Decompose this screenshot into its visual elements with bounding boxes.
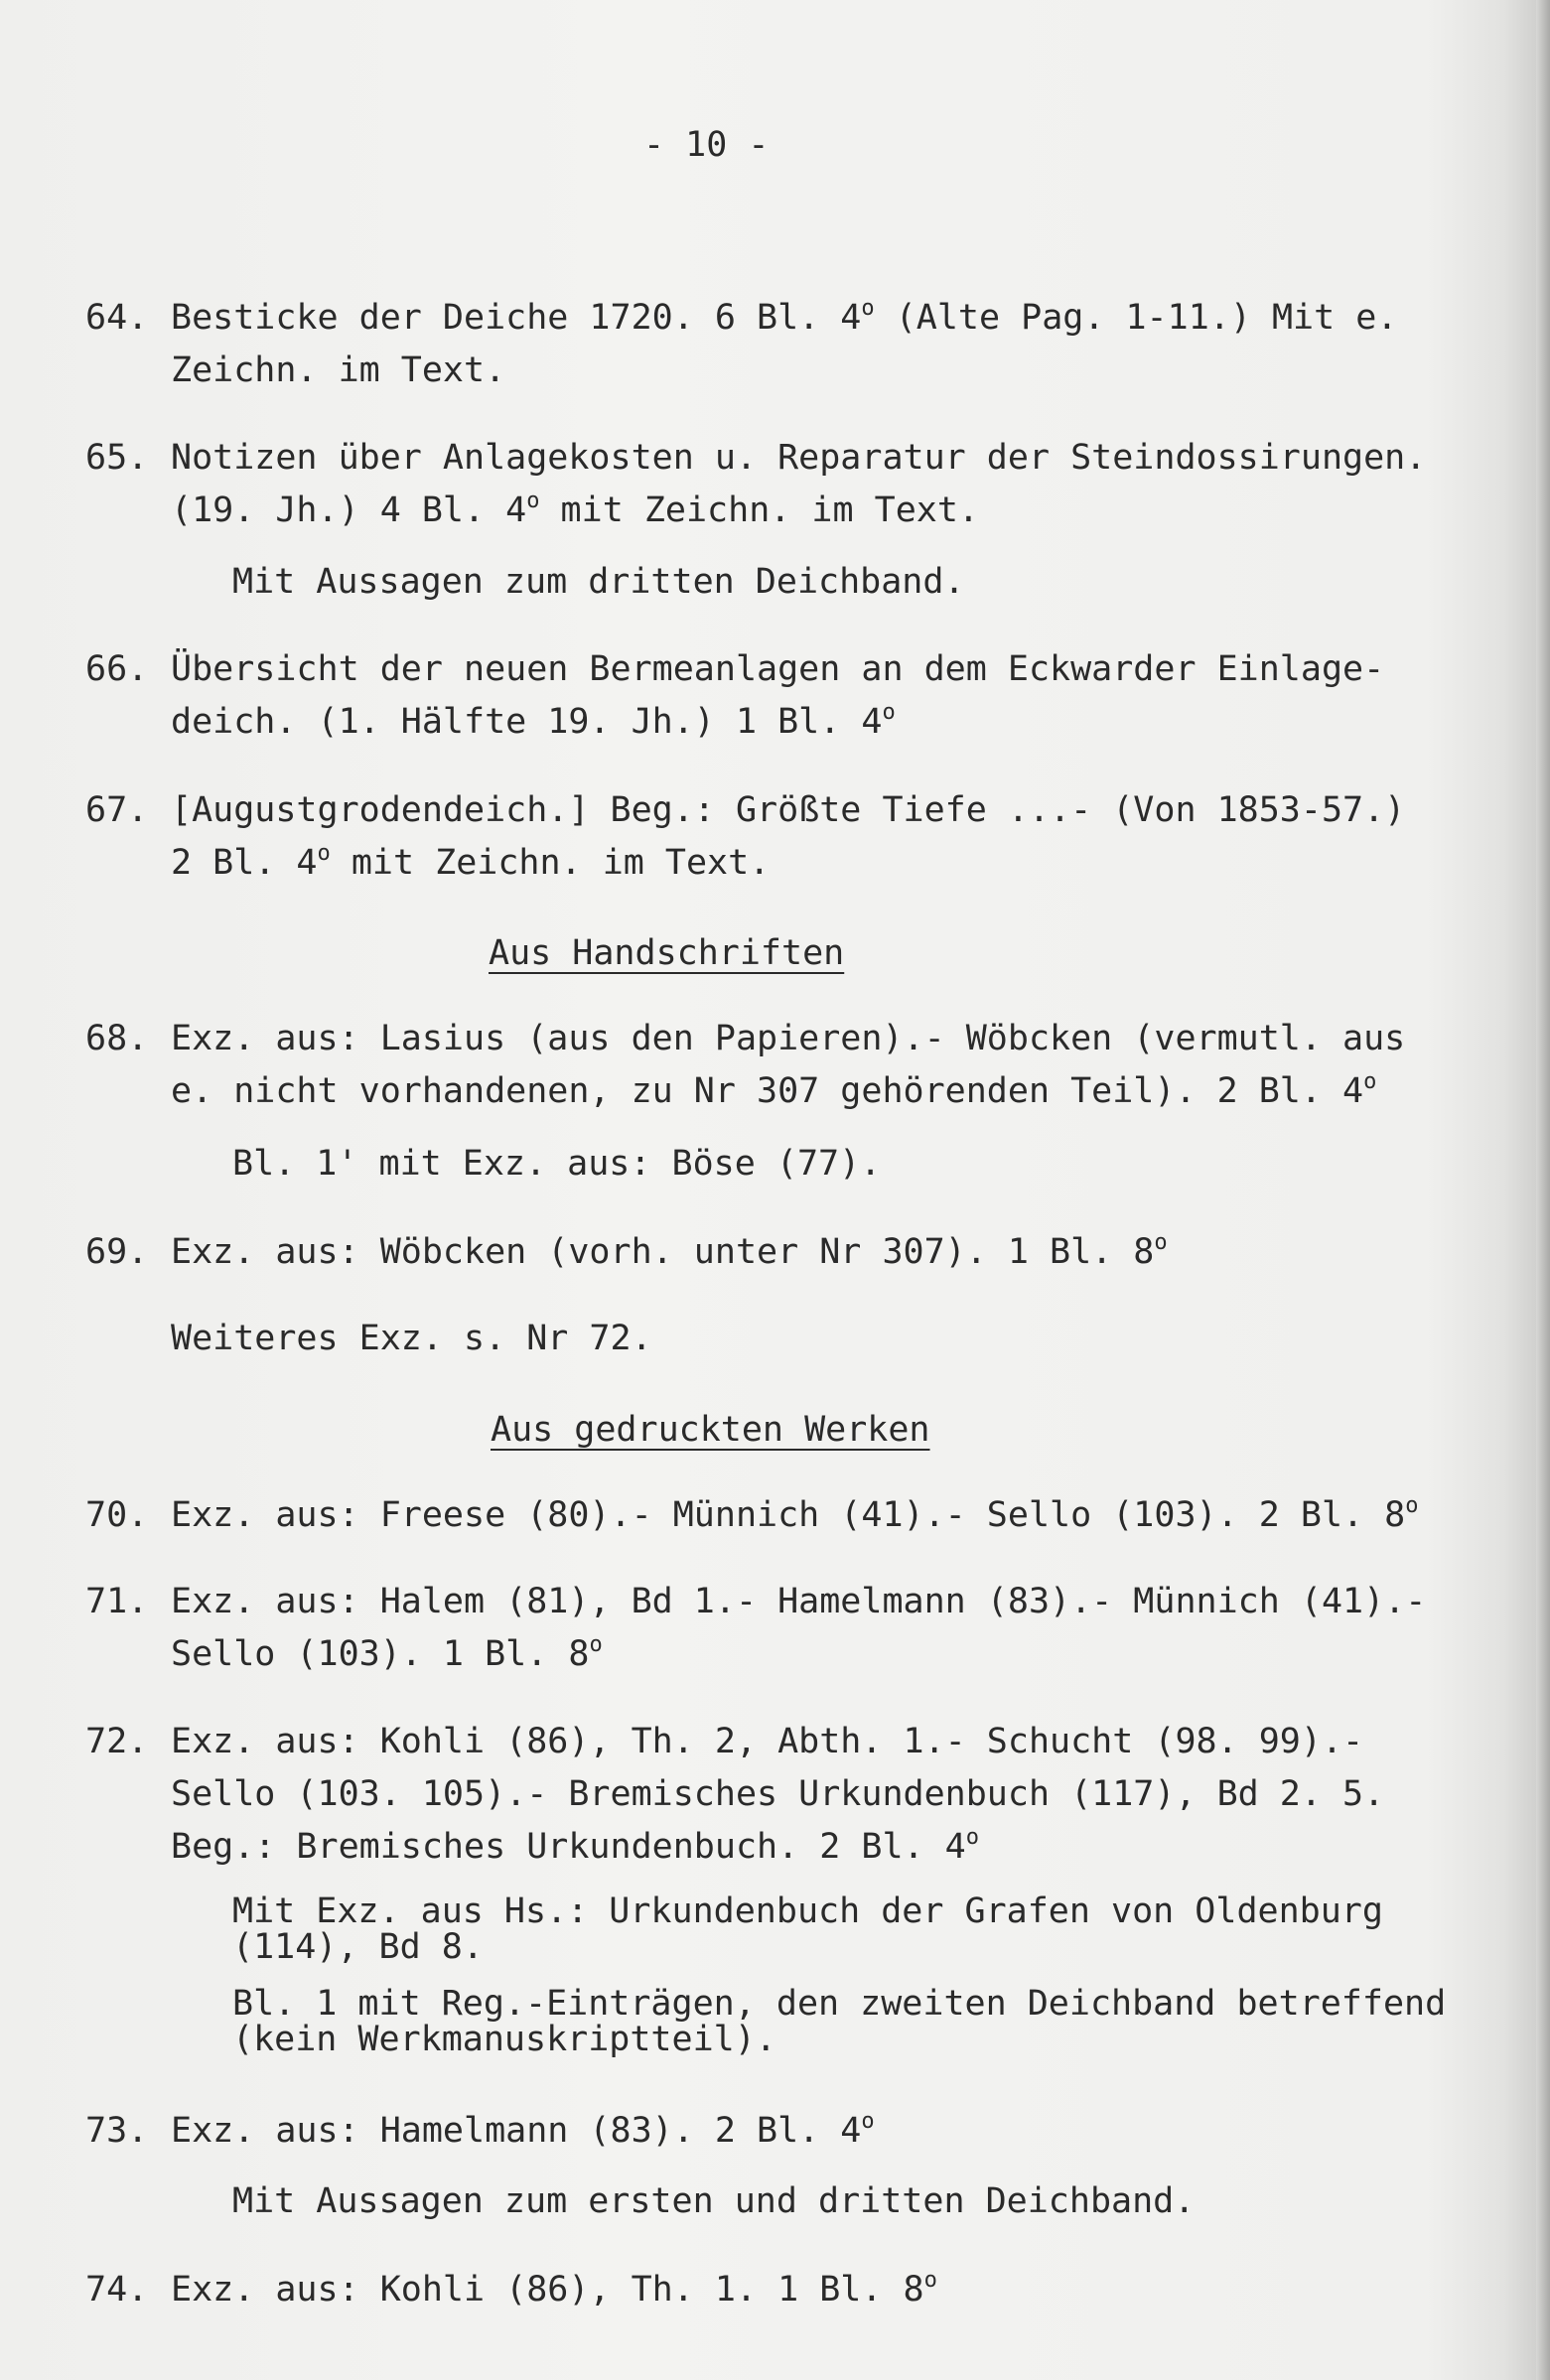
entry-line (171, 1065, 1376, 1118)
entry-number: 68. (85, 1019, 149, 1058)
entry-text: Exz. aus: Hamelmann (83). 2 Bl. 4 (171, 2111, 862, 2151)
entry-line (171, 1821, 979, 1874)
entry-text: mit Zeichn. im Text. (330, 843, 771, 883)
format-superscript: o (589, 1632, 603, 1657)
entry-line (171, 292, 1397, 345)
entry-text: mit Zeichn. im Text. (539, 490, 979, 530)
entry-line: Zeichn. im Text. (171, 350, 506, 390)
format-superscript: o (1405, 1493, 1419, 1518)
entry-number: 64. (85, 298, 149, 338)
entry-number: 65. (85, 438, 149, 478)
format-superscript: o (923, 2268, 937, 2293)
entry-note: Mit Exz. aus Hs.: Urkundenbuch der Grafen von Oldenburg (232, 1891, 1383, 1931)
entry-text: Exz. aus: Kohli (86), Th. 1. 1 Bl. 8 (171, 2270, 924, 2310)
entry-line: Exz. aus: Lasius (aus den Papieren).- Wöbcken (vermutl. aus (171, 1019, 1406, 1058)
entry-line (171, 1628, 603, 1681)
entry-line (171, 696, 896, 749)
entry-line: Exz. aus: Halem (81), Bd 1.- Hamelmann (83).- Münnich (41).- (171, 1582, 1427, 1621)
format-superscript: o (1363, 1069, 1377, 1094)
format-superscript: o (526, 489, 540, 513)
entry-text: (19. Jh.) 4 Bl. 4 (171, 490, 527, 530)
entry-number: 66. (85, 649, 149, 689)
entry-line (171, 2264, 937, 2316)
entry-note: (114), Bd 8. (232, 1927, 484, 1967)
entry-line (171, 485, 979, 537)
entry-text: Beg.: Bremisches Urkundenbuch. 2 Bl. 4 (171, 1827, 966, 1867)
format-superscript: o (317, 841, 331, 866)
entry-note: Bl. 1' mit Exz. aus: Böse (77). (232, 1144, 882, 1184)
entry-text: deich. (1. Hälfte 19. Jh.) 1 Bl. 4 (171, 702, 883, 742)
entry-note: Mit Aussagen zum ersten und dritten Deichband. (232, 2181, 1196, 2221)
entry-text: Besticke der Deiche 1720. 6 Bl. 4 (171, 298, 862, 338)
entry-note: Weiteres Exz. s. Nr 72. (171, 1319, 652, 1358)
entry-text: Sello (103). 1 Bl. 8 (171, 1634, 590, 1674)
entry-line: Übersicht der neuen Bermeanlagen an dem Eckwarder Einlage- (171, 649, 1385, 689)
page-edge-shadow (1536, 0, 1550, 2380)
format-superscript: o (1154, 1230, 1168, 1255)
entry-number: 73. (85, 2111, 149, 2151)
entry-note: (kein Werkmanuskriptteil). (232, 2020, 776, 2059)
entry-number: 67. (85, 790, 149, 830)
format-superscript: o (861, 296, 875, 321)
entry-line (171, 2105, 875, 2158)
entry-line: Exz. aus: Kohli (86), Th. 2, Abth. 1.- Schucht (98. 99).- (171, 1722, 1364, 1761)
entry-text: 2 Bl. 4 (171, 843, 318, 883)
page-number: - 10 - (643, 125, 770, 165)
entry-text: e. nicht vorhandenen, zu Nr 307 gehörenden Teil). 2 Bl. 4 (171, 1071, 1364, 1111)
entry-line (171, 1489, 1419, 1542)
entry-number: 71. (85, 1582, 149, 1621)
entry-number: 70. (85, 1495, 149, 1535)
entry-line: Sello (103. 105).- Bremisches Urkundenbuch (117), Bd 2. 5. (171, 1774, 1385, 1814)
entry-note: Mit Aussagen zum dritten Deichband. (232, 562, 965, 602)
section-heading: Aus gedruckten Werken (491, 1410, 930, 1450)
entry-number: 74. (85, 2270, 149, 2310)
entry-line (171, 1226, 1168, 1279)
format-superscript: o (882, 700, 896, 725)
entry-number: 69. (85, 1232, 149, 1272)
section-heading: Aus Handschriften (489, 933, 845, 973)
entry-text: Exz. aus: Freese (80).- Münnich (41).- Sello (103). 2 Bl. 8 (171, 1495, 1406, 1535)
entry-line (171, 837, 770, 890)
entry-line: Notizen über Anlagekosten u. Reparatur der Steindossirungen. (171, 438, 1427, 478)
entry-line: [Augustgrodendeich.] Beg.: Größte Tiefe ...- (Von 1853-57.) (171, 790, 1406, 830)
format-superscript: o (861, 2109, 875, 2134)
entry-text: Exz. aus: Wöbcken (vorh. unter Nr 307). 1 Bl. 8 (171, 1232, 1155, 1272)
entry-number: 72. (85, 1722, 149, 1761)
entry-text: (Alte Pag. 1-11.) Mit e. (874, 298, 1398, 338)
format-superscript: o (965, 1825, 979, 1850)
entry-note: Bl. 1 mit Reg.-Einträgen, den zweiten Deichband betreffend (232, 1984, 1447, 2024)
